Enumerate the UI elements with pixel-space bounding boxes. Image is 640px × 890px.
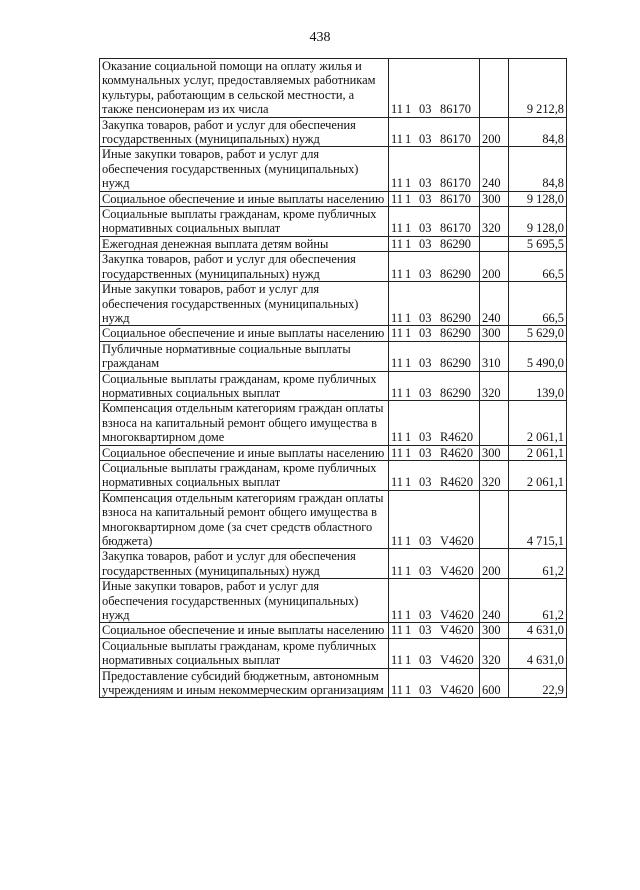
code-segment: 11 bbox=[391, 623, 403, 638]
code-segment: 03 bbox=[419, 326, 432, 341]
target-code-cell bbox=[389, 341, 480, 371]
table-row bbox=[100, 117, 567, 147]
code-segment: 86290 bbox=[440, 266, 471, 281]
expense-name-cell: Социальные выплаты гражданам, кроме публичных нормативных социальных выплат bbox=[100, 638, 389, 668]
code-segment: 11 bbox=[391, 563, 403, 578]
amount-cell: 4 631,0 bbox=[509, 638, 567, 668]
table-row bbox=[100, 341, 567, 371]
table-row bbox=[100, 59, 567, 118]
code-segment: 1 bbox=[405, 236, 412, 251]
code-segment: 86290 bbox=[440, 236, 471, 251]
table-row bbox=[100, 252, 567, 282]
code-segment: 1 bbox=[405, 653, 412, 668]
target-code-cell bbox=[389, 668, 480, 698]
target-code-cell bbox=[389, 252, 480, 282]
expense-type-cell bbox=[480, 490, 509, 549]
code-segment: 03 bbox=[419, 623, 432, 638]
amount-cell: 61,2 bbox=[509, 549, 567, 579]
code-segment: 86290 bbox=[440, 356, 471, 371]
code-segment: 03 bbox=[419, 534, 432, 548]
code-segment: 1 bbox=[405, 445, 412, 460]
code-segment: V4620 bbox=[440, 683, 474, 698]
amount-cell: 9 128,0 bbox=[509, 207, 567, 237]
expense-type-cell: 200 bbox=[480, 117, 509, 147]
code-segment: V4620 bbox=[440, 534, 474, 548]
code-segment: 11 bbox=[391, 356, 403, 371]
expense-name-cell: Социальное обеспечение и иные выплаты населению bbox=[100, 623, 389, 638]
amount-cell: 22,9 bbox=[509, 668, 567, 698]
expense-name-cell: Компенсация отдельным категориям граждан оплаты взноса на капитальный ремонт общего имущества в многоквартирном доме bbox=[100, 401, 389, 445]
code-segment: 86290 bbox=[440, 385, 471, 400]
code-segment: 1 bbox=[405, 563, 412, 578]
code-segment: 11 bbox=[391, 266, 403, 281]
table-row bbox=[100, 623, 567, 638]
table-row bbox=[100, 490, 567, 549]
table-row bbox=[100, 579, 567, 623]
expense-type-cell: 320 bbox=[480, 638, 509, 668]
code-segment: V4620 bbox=[440, 563, 474, 578]
budget-table bbox=[99, 58, 567, 698]
expense-name-cell: Социальные выплаты гражданам, кроме публичных нормативных социальных выплат bbox=[100, 207, 389, 237]
code-segment: 86170 bbox=[440, 191, 471, 206]
expense-type-cell: 320 bbox=[480, 371, 509, 401]
budget-table-body bbox=[100, 59, 567, 698]
amount-cell: 5 629,0 bbox=[509, 326, 567, 341]
target-code-cell bbox=[389, 117, 480, 147]
code-segment: V4620 bbox=[440, 623, 474, 638]
expense-name-cell: Закупка товаров, работ и услуг для обеспечения государственных (муниципальных) нужд bbox=[100, 252, 389, 282]
target-code-cell bbox=[389, 371, 480, 401]
code-segment: 86290 bbox=[440, 310, 471, 325]
code-segment: 1 bbox=[405, 266, 412, 281]
code-segment: 11 bbox=[391, 683, 403, 698]
code-segment: 11 bbox=[391, 236, 403, 251]
code-segment: 11 bbox=[391, 191, 403, 206]
expense-type-cell: 240 bbox=[480, 147, 509, 191]
expense-name-cell: Иные закупки товаров, работ и услуг для обеспечения государственных (муниципальных) нужд bbox=[100, 147, 389, 191]
target-code-cell bbox=[389, 490, 480, 549]
expense-name-cell: Социальное обеспечение и иные выплаты населению bbox=[100, 326, 389, 341]
table-row bbox=[100, 638, 567, 668]
amount-cell: 9 128,0 bbox=[509, 191, 567, 206]
expense-name-cell: Компенсация отдельным категориям граждан оплаты взноса на капитальный ремонт общего имущества в многоквартирном доме (за счет средств областного бюджета) bbox=[100, 490, 389, 549]
expense-type-cell: 310 bbox=[480, 341, 509, 371]
code-segment: 1 bbox=[405, 176, 412, 191]
code-segment: 03 bbox=[419, 132, 432, 147]
expense-name-cell: Публичные нормативные социальные выплаты гражданам bbox=[100, 341, 389, 371]
code-segment: 1 bbox=[405, 385, 412, 400]
table-row bbox=[100, 326, 567, 341]
expense-name-cell: Социальное обеспечение и иные выплаты населению bbox=[100, 191, 389, 206]
code-segment: 1 bbox=[405, 623, 412, 638]
amount-cell: 5 490,0 bbox=[509, 341, 567, 371]
amount-cell: 84,8 bbox=[509, 117, 567, 147]
target-code-cell bbox=[389, 549, 480, 579]
expense-type-cell: 600 bbox=[480, 668, 509, 698]
expense-name-cell: Закупка товаров, работ и услуг для обеспечения государственных (муниципальных) нужд bbox=[100, 117, 389, 147]
expense-type-cell: 320 bbox=[480, 207, 509, 237]
amount-cell: 84,8 bbox=[509, 147, 567, 191]
code-segment: 1 bbox=[405, 683, 412, 698]
expense-name-cell: Социальные выплаты гражданам, кроме публичных нормативных социальных выплат bbox=[100, 371, 389, 401]
target-code-cell bbox=[389, 59, 480, 118]
amount-cell: 5 695,5 bbox=[509, 236, 567, 251]
code-segment: 03 bbox=[419, 475, 432, 490]
amount-cell: 4 631,0 bbox=[509, 623, 567, 638]
amount-cell: 4 715,1 bbox=[509, 490, 567, 549]
code-segment: 11 bbox=[391, 475, 403, 490]
target-code-cell bbox=[389, 207, 480, 237]
code-segment: 11 bbox=[391, 608, 403, 623]
expense-name-cell: Предоставление субсидий бюджетным, автономным учреждениям и иным некоммерческим организациям bbox=[100, 668, 389, 698]
code-segment: 11 bbox=[391, 326, 403, 341]
code-segment: 11 bbox=[391, 385, 403, 400]
target-code-cell bbox=[389, 445, 480, 460]
target-code-cell bbox=[389, 579, 480, 623]
expense-name-cell: Закупка товаров, работ и услуг для обеспечения государственных (муниципальных) нужд bbox=[100, 549, 389, 579]
expense-type-cell: 320 bbox=[480, 460, 509, 490]
expense-type-cell bbox=[480, 236, 509, 251]
amount-cell: 2 061,1 bbox=[509, 460, 567, 490]
code-segment: 03 bbox=[419, 266, 432, 281]
expense-name-cell: Иные закупки товаров, работ и услуг для обеспечения государственных (муниципальных) нужд bbox=[100, 282, 389, 326]
code-segment: 03 bbox=[419, 563, 432, 578]
amount-cell: 61,2 bbox=[509, 579, 567, 623]
code-segment: 86170 bbox=[440, 132, 471, 147]
table-row bbox=[100, 371, 567, 401]
code-segment: 03 bbox=[419, 236, 432, 251]
code-segment: 1 bbox=[405, 475, 412, 490]
amount-cell: 139,0 bbox=[509, 371, 567, 401]
expense-type-cell: 200 bbox=[480, 549, 509, 579]
expense-name-cell: Ежегодная денежная выплата детям войны bbox=[100, 236, 389, 251]
code-segment: 1 bbox=[405, 356, 412, 371]
expense-name-cell: Социальные выплаты гражданам, кроме публичных нормативных социальных выплат bbox=[100, 460, 389, 490]
code-segment: 1 bbox=[405, 608, 412, 623]
code-segment: 11 bbox=[391, 221, 403, 236]
code-segment: 03 bbox=[419, 445, 432, 460]
amount-cell: 9 212,8 bbox=[509, 59, 567, 118]
code-segment: 11 bbox=[391, 445, 403, 460]
expense-name-cell: Оказание социальной помощи на оплату жилья и коммунальных услуг, предоставляемых работникам культуры, работающим в сельской местности, а также пенсионерам из их числа bbox=[100, 59, 389, 118]
target-code-cell bbox=[389, 638, 480, 668]
code-segment: R4620 bbox=[440, 445, 474, 460]
code-segment: 1 bbox=[405, 191, 412, 206]
amount-cell: 66,5 bbox=[509, 252, 567, 282]
table-row bbox=[100, 147, 567, 191]
code-segment: R4620 bbox=[440, 475, 474, 490]
code-segment: 86290 bbox=[440, 326, 471, 341]
expense-type-cell: 200 bbox=[480, 252, 509, 282]
expense-type-cell: 240 bbox=[480, 282, 509, 326]
code-segment: R4620 bbox=[440, 430, 474, 445]
code-segment: 1 bbox=[405, 310, 412, 325]
code-segment: 11 bbox=[391, 132, 403, 147]
expense-type-cell: 300 bbox=[480, 326, 509, 341]
expense-type-cell: 300 bbox=[480, 445, 509, 460]
target-code-cell bbox=[389, 236, 480, 251]
code-segment: 86170 bbox=[440, 102, 471, 117]
code-segment: 03 bbox=[419, 191, 432, 206]
page-number: 438 bbox=[309, 30, 331, 45]
table-row bbox=[100, 236, 567, 251]
expense-type-cell bbox=[480, 59, 509, 118]
code-segment: 86170 bbox=[440, 176, 471, 191]
target-code-cell bbox=[389, 191, 480, 206]
target-code-cell bbox=[389, 623, 480, 638]
code-segment: 03 bbox=[419, 176, 432, 191]
table-row bbox=[100, 668, 567, 698]
code-segment: V4620 bbox=[440, 653, 474, 668]
code-segment: 11 bbox=[391, 176, 403, 191]
table-row bbox=[100, 445, 567, 460]
code-segment: 03 bbox=[419, 653, 432, 668]
expense-type-cell: 240 bbox=[480, 579, 509, 623]
table-row bbox=[100, 460, 567, 490]
code-segment: 03 bbox=[419, 102, 432, 117]
code-segment: 03 bbox=[419, 608, 432, 623]
target-code-cell bbox=[389, 401, 480, 445]
code-segment: 11 bbox=[391, 310, 403, 325]
amount-cell: 66,5 bbox=[509, 282, 567, 326]
code-segment: 11 bbox=[391, 430, 403, 445]
target-code-cell bbox=[389, 147, 480, 191]
code-segment: 1 bbox=[405, 102, 412, 117]
table-row bbox=[100, 282, 567, 326]
code-segment: 03 bbox=[419, 310, 432, 325]
code-segment: 1 bbox=[405, 534, 412, 548]
code-segment: V4620 bbox=[440, 608, 474, 623]
expense-name-cell: Иные закупки товаров, работ и услуг для обеспечения государственных (муниципальных) нужд bbox=[100, 579, 389, 623]
amount-cell: 2 061,1 bbox=[509, 401, 567, 445]
expense-type-cell: 300 bbox=[480, 191, 509, 206]
table-row bbox=[100, 191, 567, 206]
code-segment: 11 bbox=[391, 534, 403, 548]
target-code-cell bbox=[389, 460, 480, 490]
code-segment: 03 bbox=[419, 385, 432, 400]
code-segment: 1 bbox=[405, 326, 412, 341]
expense-type-cell: 300 bbox=[480, 623, 509, 638]
code-segment: 11 bbox=[391, 102, 403, 117]
table-row bbox=[100, 549, 567, 579]
code-segment: 03 bbox=[419, 430, 432, 445]
amount-cell: 2 061,1 bbox=[509, 445, 567, 460]
code-segment: 11 bbox=[391, 653, 403, 668]
table-row bbox=[100, 207, 567, 237]
target-code-cell bbox=[389, 282, 480, 326]
code-segment: 1 bbox=[405, 132, 412, 147]
expense-type-cell bbox=[480, 401, 509, 445]
table-row bbox=[100, 401, 567, 445]
expense-name-cell: Социальное обеспечение и иные выплаты населению bbox=[100, 445, 389, 460]
code-segment: 03 bbox=[419, 356, 432, 371]
code-segment: 1 bbox=[405, 430, 412, 445]
code-segment: 03 bbox=[419, 683, 432, 698]
code-segment: 1 bbox=[405, 221, 412, 236]
code-segment: 86170 bbox=[440, 221, 471, 236]
target-code-cell bbox=[389, 326, 480, 341]
code-segment: 03 bbox=[419, 221, 432, 236]
